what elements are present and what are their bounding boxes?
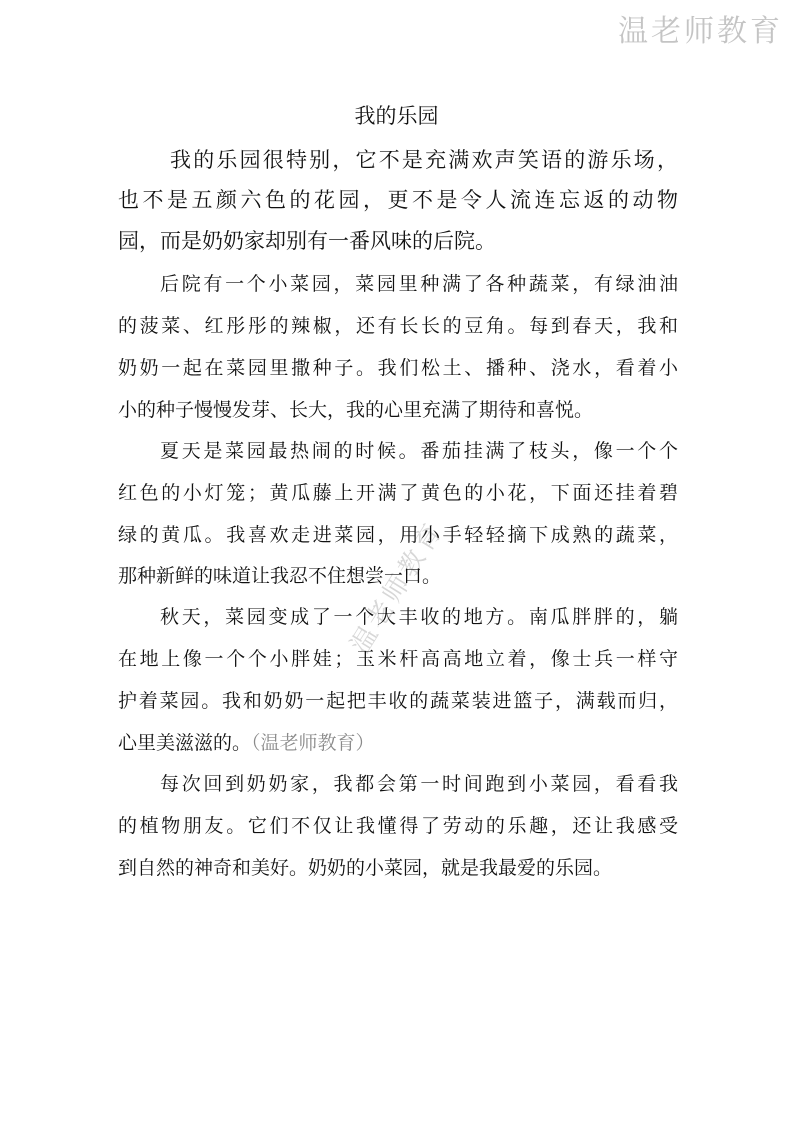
- paragraph-2-line-4: 小的种子慢慢发芽、长大，我的心里充满了期待和喜悦。: [118, 399, 594, 421]
- paragraph-5-line-3: 到自然的神奇和美好。奶奶的小菜园，就是我最爱的乐园。: [118, 857, 613, 879]
- paragraph-4-line-3: 护着菜园。我和奶奶一起把丰收的蔬菜装进篮子，满载而归，: [118, 690, 678, 712]
- paragraph-4-line-4: [118, 723, 678, 763]
- paragraph-3-line-4: 那种新鲜的味道让我忍不住想尝一口。: [118, 565, 442, 587]
- paragraph-1-line-2: 也不是五颜六色的花园，更不是令人流连忘返的动物: [118, 188, 678, 212]
- paragraph-4-line-4-text: 心里美滋滋的。: [118, 732, 252, 754]
- document-title: 我的乐园: [354, 104, 439, 128]
- paragraph-3-line-3: 绿的黄瓜。我喜欢走进菜园，用小手轻轻摘下成熟的蔬菜，: [118, 524, 678, 546]
- paragraph-5-line-1: 每次回到奶奶家，我都会第一时间跑到小菜园，看看我: [160, 773, 678, 795]
- corner-watermark: 温老师教育: [618, 14, 783, 49]
- paragraph-1-line-1: 我的乐园很特别，它不是充满欢声笑语的游乐场，: [170, 148, 678, 172]
- paragraph-1-line-3: 园，而是奶奶家却别有一番风味的后院。: [118, 229, 496, 253]
- paragraph-5-line-2: 的植物朋友。它们不仅让我懂得了劳动的乐趣，还让我感受: [118, 815, 678, 837]
- paragraph-2-line-3: 奶奶一起在菜园里撒种子。我们松土、播种、浇水，看着小: [118, 357, 678, 379]
- paragraph-4-line-2: 在地上像一个个小胖娃；玉米杆高高地立着，像士兵一样守: [118, 648, 678, 670]
- paragraph-2-line-1: 后院有一个小菜园，菜园里种满了各种蔬菜，有绿油油: [160, 273, 678, 295]
- paragraph-2-line-2: 的菠菜、红彤彤的辣椒，还有长长的豆角。每到春天，我和: [118, 315, 678, 337]
- paragraph-4-line-1: 秋天，菜园变成了一个大丰收的地方。南瓜胖胖的，躺: [160, 606, 678, 628]
- inline-watermark: （温老师教育）: [251, 732, 375, 754]
- paragraph-3-line-1: 夏天是菜园最热闹的时候。番茄挂满了枝头，像一个个: [160, 440, 678, 462]
- paragraph-3-line-2: 红色的小灯笼；黄瓜藤上开满了黄色的小花，下面还挂着碧: [118, 482, 678, 504]
- diagonal-watermark: 温老师教育: [345, 515, 451, 660]
